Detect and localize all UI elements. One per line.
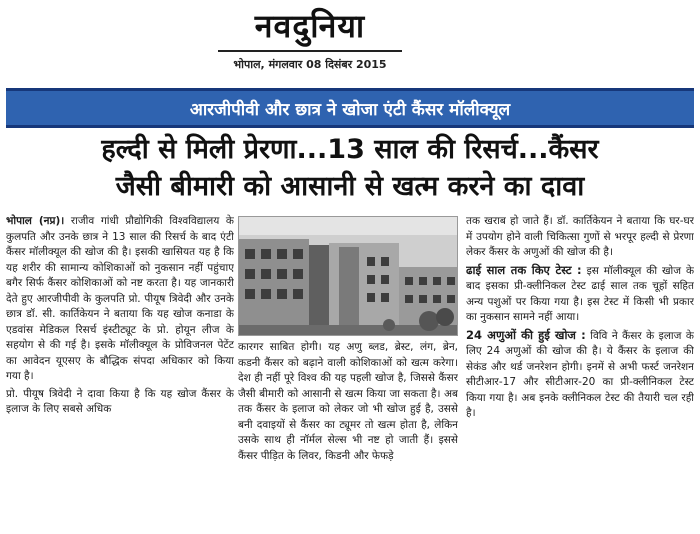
paragraph-text: राजीव गांधी प्रौद्योगिकी विश्वविद्यालय के कुलपति और उनके छात्र ने 13 साल की रिसर्च के बाद एंटी कैंसर मॉलीक्यूल की खोज की है। इसकी खासियत यह है कि यह शरीर की सामान्य कोशिकाओं को नुकसान नहीं पहुंचाए बगैर सिर्फ कैंसर कोशिकाओं को नष्ट करता है। यह जानकारी देते हुए आरजीपीवी के कुलपति प्रो. पीयूष त्रिवेदी और उनके छात्र डॉ. सी. कार्तिकेयन ने बताया कि यह खोज कनाडा के एडवांस मेडिकल रिसर्च इंस्टीट्यूट के प्रो. होयून लीज के सहयोग से की गई है। इसके मॉलीक्यूल के प्रोविजनल पेटेंट का आवेदन यूएसए के बौद्धिक संपदा अधिकार को किया गया है। <box>6 215 234 382</box>
masthead-divider <box>218 50 402 52</box>
banner-text: आरजीपीवी और छात्र ने खोजा एंटी कैंसर मॉलीक्यूल <box>189 99 511 120</box>
university-building-photo <box>238 216 458 336</box>
article-paragraph: प्रो. पीयूष त्रिवेदी ने दावा किया है कि यह खोज कैंसर के इलाज के लिए सबसे अधिक <box>6 387 234 415</box>
article-paragraph <box>466 263 694 326</box>
article-paragraph <box>6 214 234 385</box>
article-paragraph <box>466 328 694 422</box>
dateline: भोपाल (नप्र)। <box>6 215 65 227</box>
article-paragraph: तक खराब हो जाते हैं। डॉ. कार्तिकेयन ने बताया कि घर-घर में उपयोग होने वाली चिकित्सा गुणों से भरपूर हल्दी से प्रेरणा लेकर कैंसर के अणुओं की खोज की है। <box>466 215 694 258</box>
headline-banner <box>6 88 694 128</box>
building-photo-icon <box>239 217 458 336</box>
paragraph-text: विवि ने कैंसर के इलाज के लिए 24 अणुओं की खोज की है। ये कैंसर के इलाज की सेकंड और थर्ड जनरेशन होगी। इनमें से अभी फर्स्ट जनरेशन सीटीआर-17 और सीटीआर-20 का प्री-क्लीनिकल टेस्ट किया गया है। अब इनके क्लीनिकल टेस्ट की तैयारी चल रही है। <box>466 329 694 419</box>
article-column-2 <box>238 340 458 530</box>
subheading: ढाई साल तक किए टेस्ट : <box>466 262 582 277</box>
newspaper-logo: नवदुनिया <box>254 7 366 45</box>
paragraph-text: इस मॉलीक्यूल की खोज के बाद इसका प्री-क्लीनिकल टेस्ट ढाई साल तक चूहों सहित अन्य पशुओं पर किया गया है। इस टेस्ट में किसी भी प्रकार का नुकसान सामने नहीं आया। <box>466 264 694 323</box>
masthead <box>210 2 410 80</box>
article-column-1 <box>6 214 234 530</box>
subheading: 24 अणुओं की हुई खोज : <box>466 327 586 342</box>
main-headline <box>6 132 694 206</box>
article-column-3 <box>466 214 694 530</box>
article-paragraph: कारगर साबित होगी। यह अणु ब्लड, ब्रेस्ट, लंग, ब्रेन, कडनी कैंसर को बढ़ाने वाली कोशिकाओं को खत्म करेगा। देश ही नहीं पूरे विश्व की यह पहली खोज है, जिससे कैंसर जैसी बीमारी को आसानी से खत्म किया जा सकता है। अब तक कैंसर के इलाज को लेकर जो भी खोज हुई है, उससे बनी दवाइयों से कैंसर का ट्यूमर तो खत्म होता है, लेकिन उसके साथ ही नॉर्मल सेल्स भी नष्ट हो जाती हैं। इससे कैंसर पीड़ित के लिवर, किडनी और फेफड़े <box>238 341 458 462</box>
edition-date: भोपाल, मंगलवार 08 दिसंबर 2015 <box>233 58 387 71</box>
article-body <box>6 214 694 530</box>
headline-line-1: हल्दी से मिली प्रेरणा...13 साल की रिसर्च...कैंसर <box>101 134 599 165</box>
headline-line-2: जैसी बीमारी को आसानी से खत्म करने का दावा <box>115 171 585 202</box>
